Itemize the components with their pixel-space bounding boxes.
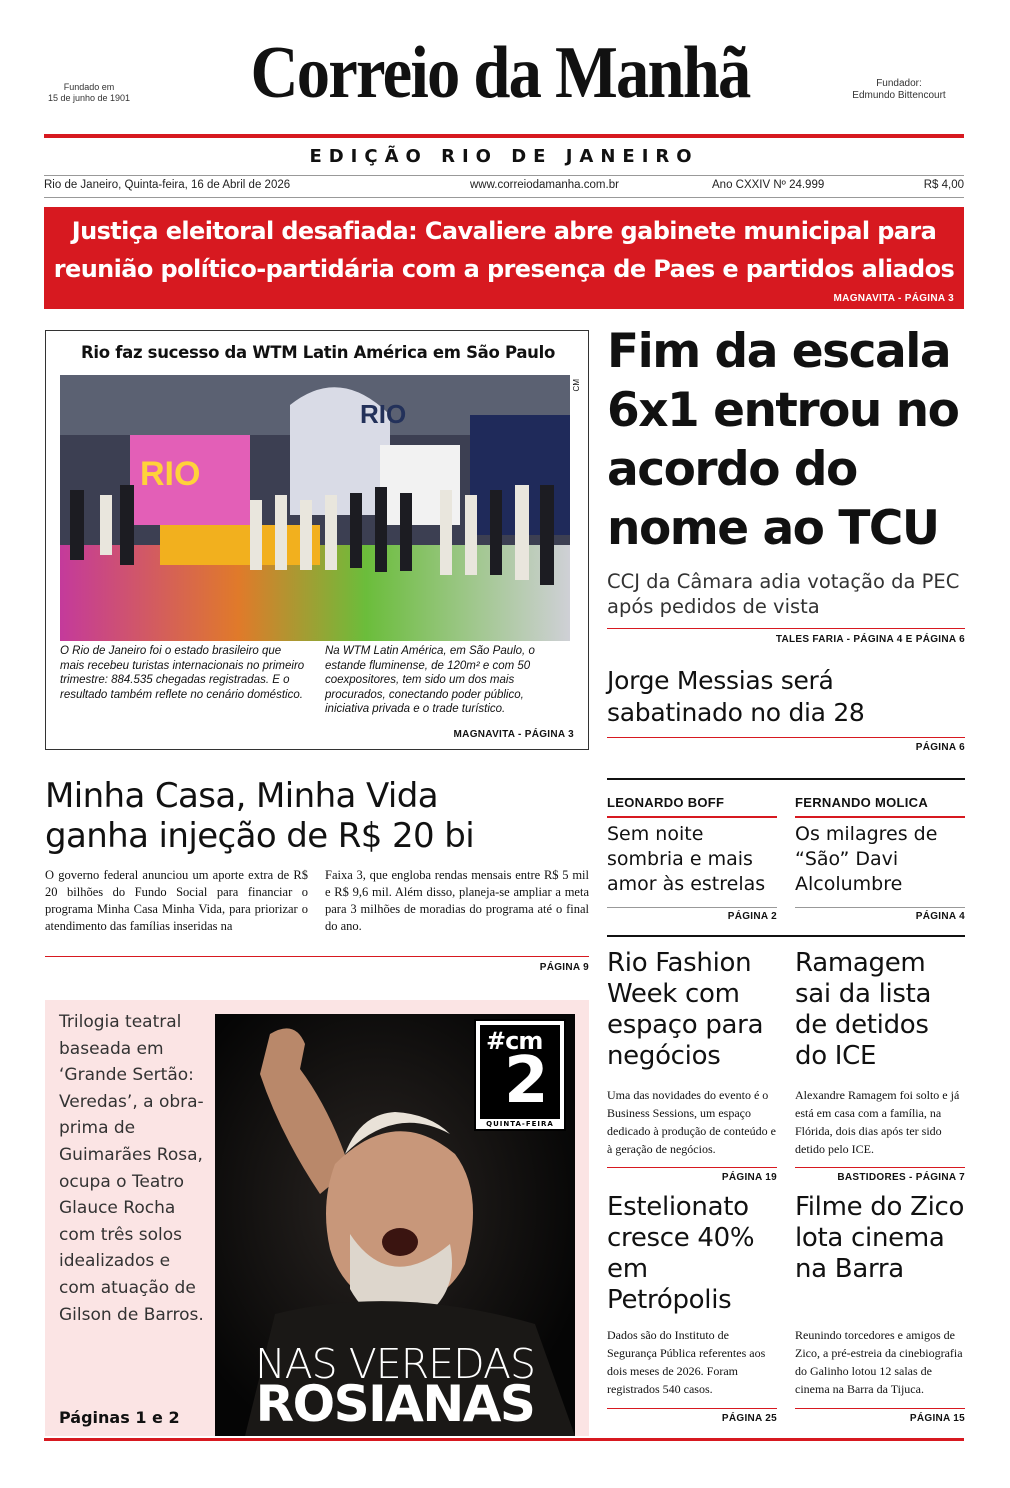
- wtm-stand-illustration: [60, 375, 570, 641]
- theatre-cover[interactable]: [215, 1014, 575, 1436]
- svg-text:RIO: RIO: [140, 455, 201, 493]
- column-boff-author: LEONARDO BOFF: [607, 795, 725, 810]
- dateline-date: Rio de Janeiro, Quinta-feira, 16 de Abril de 2026: [44, 179, 291, 191]
- banner-headline-line2: reunião político-partidária com a presença de Paes e partidos aliados: [53, 255, 955, 283]
- edition-label: EDIÇÃO RIO DE JANEIRO: [309, 146, 699, 167]
- wtm-photo-credit: CM: [572, 379, 581, 392]
- main-rule: [607, 628, 965, 629]
- stories-rule-top: [607, 935, 965, 937]
- column-molica-rule: [795, 907, 965, 908]
- wtm-caption-left: O Rio de Janeiro foi o estado brasileiro que mais recebeu turistas internacionais no primeiro trimestre: 884.535 chegadas registradas. E o resultado também reflete no cenário doméstico.: [60, 645, 305, 701]
- story-ramagem-credit: BASTIDORES - PÁGINA 7: [837, 1172, 965, 1183]
- masthead-rule-top: [44, 134, 964, 138]
- founded-note: [44, 82, 134, 104]
- wtm-credit: MAGNAVITA - PÁGINA 3: [453, 729, 574, 740]
- banner-credit: MAGNAVITA - PÁGINA 3: [833, 293, 954, 304]
- main-credit: TALES FARIA - PÁGINA 4 E PÁGINA 6: [775, 634, 965, 645]
- story-zico[interactable]: [795, 1192, 965, 1430]
- cm-badge-inner: [480, 1025, 560, 1119]
- founder-note: [834, 78, 964, 102]
- story-ramagem[interactable]: [795, 948, 965, 1188]
- founder-line1: Fundador:: [876, 78, 922, 89]
- story-fashion-headline: Rio Fashion Week com espaço para negócios: [607, 948, 764, 1071]
- minha-casa-headline-line2: ganha injeção de R$ 20 bi: [45, 816, 475, 856]
- columns-rule-top: [607, 778, 965, 780]
- page-bottom-rule: [44, 1438, 964, 1441]
- top-banner[interactable]: [44, 207, 964, 309]
- messias-rule: [607, 737, 965, 738]
- messias-headline[interactable]: Jorge Messias será sabatinado no dia 28: [607, 666, 865, 727]
- theatre-pages: Páginas 1 e 2: [59, 1408, 180, 1427]
- minha-casa-credit: PÁGINA 9: [539, 962, 589, 973]
- founder-line2: Edmundo Bittencourt: [852, 90, 946, 101]
- story-ramagem-rule: [795, 1167, 965, 1168]
- story-fashion-body: Uma das novidades do evento é o Business Sessions, um espaço dedicado à produção de conteúdo e à geração de negócios.: [607, 1088, 776, 1156]
- story-estelionato-body: Dados são do Instituto de Segurança Pública referentes aos dois meses de 2026. Foram registrados 540 casos.: [607, 1328, 766, 1396]
- story-zico-headline: Filme do Zico lota cinema na Barra: [795, 1192, 965, 1284]
- edition-rule: [44, 175, 964, 176]
- story-estelionato[interactable]: [607, 1192, 777, 1430]
- wtm-caption-right: Na WTM Latin América, em São Paulo, o estande fluminense, de 120m² e com 50 coexpositores, tem sido um dos mais procurados, conectando poder público, iniciativa privada e o trade turístico.: [325, 645, 535, 715]
- main-subhead: CCJ da Câmara adia votação da PEC após pedidos de vista: [607, 570, 960, 618]
- story-estelionato-rule: [607, 1408, 777, 1409]
- story-zico-credit: PÁGINA 15: [909, 1413, 965, 1424]
- column-boff[interactable]: [607, 782, 777, 928]
- column-molica-title: Os milagres de “São” Davi Alcolumbre: [795, 823, 938, 895]
- theatre-side-text: Trilogia teatral baseada em ‘Grande Sertão: Veredas’, a obra-prima de Guimarães Rosa, ocupa o Teatro Glauce Rocha com três solos idealizados e com atuação de Gilson de Barros.: [59, 1012, 204, 1325]
- founded-line2: 15 de junho de 1901: [47, 93, 131, 103]
- column-molica-author: FERNANDO MOLICA: [795, 795, 929, 810]
- dateline-row: [44, 179, 964, 195]
- theatre-title-line1: NAS VEREDAS: [254, 1340, 536, 1388]
- wtm-box: [45, 330, 589, 750]
- minha-casa-headline-line1: Minha Casa, Minha Vida: [45, 776, 438, 816]
- column-molica-credit: PÁGINA 4: [915, 911, 965, 922]
- svg-text:RIO: RIO: [360, 399, 407, 429]
- main-headline[interactable]: Fim da escala 6x1 entrou no acordo do nome ao TCU: [607, 324, 959, 556]
- newspaper-title[interactable]: Correio da Manhã: [250, 32, 750, 114]
- cm-badge-day: QUINTA-FEIRA: [486, 1120, 554, 1128]
- dateline-price: R$ 4,00: [923, 179, 964, 191]
- story-zico-rule: [795, 1408, 965, 1409]
- column-boff-author-rule: [607, 816, 777, 818]
- story-fashion-credit: PÁGINA 19: [721, 1172, 777, 1183]
- minha-casa-rule: [45, 956, 589, 957]
- wtm-title[interactable]: Rio faz sucesso da WTM Latin América em São Paulo: [80, 343, 555, 362]
- wtm-photo: [60, 375, 570, 641]
- column-molica[interactable]: [795, 782, 965, 928]
- story-fashion-rule: [607, 1167, 777, 1168]
- story-fashion-week[interactable]: [607, 948, 777, 1188]
- story-estelionato-headline: Estelionato cresce 40% em Petrópolis: [607, 1192, 755, 1315]
- dateline-rule: [44, 197, 964, 198]
- messias-credit: PÁGINA 6: [915, 742, 965, 753]
- cm-badge-tag: #cm: [486, 1027, 543, 1055]
- theatre-title-line2: ROSIANAS: [255, 1375, 535, 1433]
- cm-badge-number: 2: [504, 1044, 549, 1118]
- column-boff-title: Sem noite sombria e mais amor às estrelas: [607, 823, 766, 895]
- story-ramagem-body: Alexandre Ramagem foi solto e já está em casa com a família, na Flórida, dois dias após ter sido detido pelo ICE.: [795, 1088, 960, 1156]
- minha-casa-body-right: Faixa 3, que engloba rendas mensais entre R$ 5 mil e R$ 9,6 mil. Além disso, planeja-se ampliar a meta para 3 milhões de moradias do programa até o final do ano.: [325, 868, 589, 933]
- column-molica-author-rule: [795, 816, 965, 818]
- column-boff-credit: PÁGINA 2: [727, 911, 777, 922]
- story-ramagem-headline: Ramagem sai da lista de detidos do ICE: [795, 948, 932, 1071]
- minha-casa-headline[interactable]: [45, 776, 595, 856]
- cm-badge: [474, 1019, 566, 1131]
- column-boff-rule: [607, 907, 777, 908]
- founded-line1: Fundado em: [63, 82, 115, 92]
- minha-casa-body-left: O governo federal anunciou um aporte extra de R$ 20 bilhões do Fundo Social para financiar o programa Minha Casa Minha Vida, para priorizar o atendimento das famílias inseridas na: [45, 868, 308, 933]
- story-zico-body: Reunindo torcedores e amigos de Zico, a pré-estreia da cinebiografia do Galinho lotou 12 salas de cinema na Barra da Tijuca.: [795, 1328, 963, 1396]
- dateline-issue: Ano CXXIV Nº 24.999: [712, 179, 825, 191]
- story-estelionato-credit: PÁGINA 25: [721, 1413, 777, 1424]
- banner-headline-line1: Justiça eleitoral desafiada: Cavaliere abre gabinete municipal para: [71, 217, 937, 245]
- dateline-website[interactable]: www.correiodamanha.com.br: [470, 179, 619, 191]
